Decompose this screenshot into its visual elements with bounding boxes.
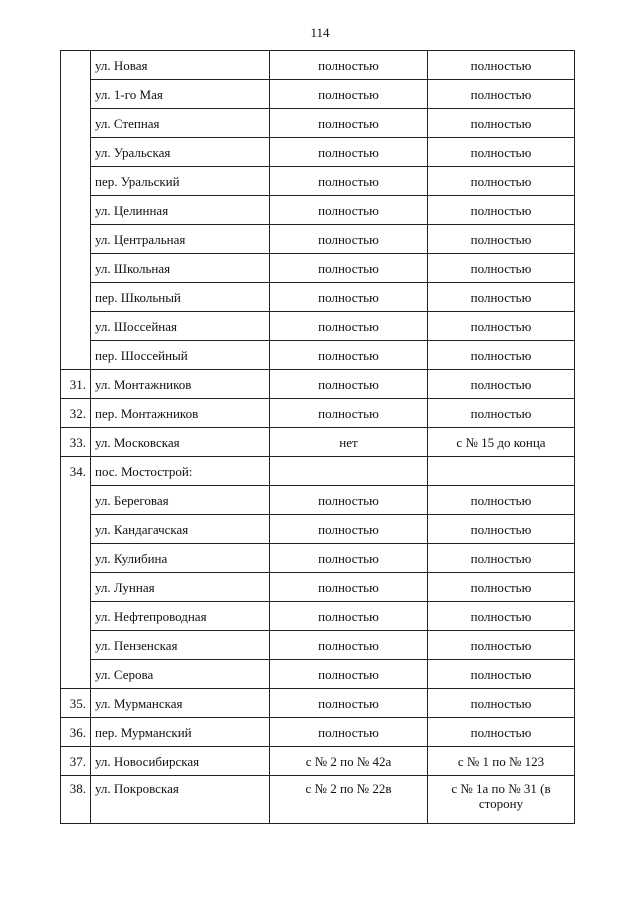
coverage-col-1: полностью [270,51,428,80]
coverage-col-1: полностью [270,109,428,138]
coverage-col-2: полностью [428,544,575,573]
table-row [61,486,575,515]
table-row [61,138,575,167]
row-number: 38. [61,776,91,824]
coverage-col-2: полностью [428,486,575,515]
row-number [61,167,91,196]
streets-table [60,50,575,824]
street-name: пер. Мурманский [91,718,270,747]
page-number: 114 [310,25,330,40]
coverage-col-2: полностью [428,51,575,80]
coverage-col-1: полностью [270,689,428,718]
table-row [61,399,575,428]
street-name: ул. Мурманская [91,689,270,718]
coverage-col-2: полностью [428,602,575,631]
row-number: 37. [61,747,91,776]
table-row [61,283,575,312]
table-row [61,573,575,602]
coverage-col-2: полностью [428,399,575,428]
table-row [61,225,575,254]
coverage-col-2 [428,457,575,486]
street-name: ул. Московская [91,428,270,457]
street-name: пос. Мостострой: [91,457,270,486]
street-name: ул. Степная [91,109,270,138]
row-number: 35. [61,689,91,718]
coverage-col-1: полностью [270,283,428,312]
table-row [61,370,575,399]
street-name: ул. Нефтепроводная [91,602,270,631]
coverage-col-2: с № 1 по № 123 [428,747,575,776]
coverage-col-1: полностью [270,370,428,399]
table-row [61,544,575,573]
coverage-col-2: с № 1а по № 31 (в сторону [428,776,575,824]
coverage-col-1: полностью [270,486,428,515]
coverage-col-2: полностью [428,718,575,747]
coverage-col-2: полностью [428,631,575,660]
coverage-col-2: полностью [428,138,575,167]
table-row [61,776,575,824]
table-row [61,689,575,718]
street-name: ул. Новосибирская [91,747,270,776]
coverage-col-1: полностью [270,312,428,341]
row-number [61,544,91,573]
street-name: пер. Уральский [91,167,270,196]
coverage-col-1: полностью [270,718,428,747]
street-name: ул. Покровская [91,776,270,824]
street-name: пер. Шоссейный [91,341,270,370]
table-row [61,312,575,341]
row-number [61,138,91,167]
coverage-col-2: полностью [428,573,575,602]
coverage-col-2: полностью [428,312,575,341]
coverage-col-1 [270,457,428,486]
row-number: 34. [61,457,91,486]
table-row [61,167,575,196]
street-name: ул. Кандагачская [91,515,270,544]
coverage-col-2: полностью [428,80,575,109]
row-number: 32. [61,399,91,428]
table-row [61,515,575,544]
coverage-col-1: с № 2 по № 22в [270,776,428,824]
coverage-col-1: нет [270,428,428,457]
row-number [61,283,91,312]
row-number [61,80,91,109]
coverage-col-1: полностью [270,138,428,167]
coverage-col-2: полностью [428,196,575,225]
table-row [61,428,575,457]
street-name: ул. Кулибина [91,544,270,573]
coverage-col-2: с № 15 до конца [428,428,575,457]
street-name: ул. Школьная [91,254,270,283]
coverage-col-1: полностью [270,196,428,225]
table-row [61,109,575,138]
coverage-col-2: полностью [428,167,575,196]
table-body [61,51,575,824]
table-row [61,602,575,631]
coverage-col-1: полностью [270,660,428,689]
coverage-col-2: полностью [428,370,575,399]
row-number [61,602,91,631]
street-name: ул. Серова [91,660,270,689]
street-name: ул. Уральская [91,138,270,167]
street-name: ул. Шоссейная [91,312,270,341]
table-row [61,51,575,80]
table-row [61,254,575,283]
coverage-col-1: полностью [270,544,428,573]
row-number [61,660,91,689]
row-number [61,225,91,254]
row-number [61,312,91,341]
street-name: ул. Пензенская [91,631,270,660]
table-row [61,747,575,776]
coverage-col-1: полностью [270,631,428,660]
coverage-col-2: полностью [428,341,575,370]
row-number [61,109,91,138]
coverage-col-1: полностью [270,167,428,196]
table-row [61,660,575,689]
table-row [61,457,575,486]
coverage-col-1: полностью [270,341,428,370]
coverage-col-2: полностью [428,225,575,254]
street-name: ул. Монтажников [91,370,270,399]
coverage-col-1: полностью [270,80,428,109]
row-number [61,51,91,80]
coverage-col-1: с № 2 по № 42а [270,747,428,776]
coverage-col-1: полностью [270,515,428,544]
row-number [61,573,91,602]
table-row [61,341,575,370]
row-number [61,631,91,660]
coverage-col-2: полностью [428,515,575,544]
street-name: ул. 1-го Мая [91,80,270,109]
street-name: ул. Целинная [91,196,270,225]
coverage-col-1: полностью [270,225,428,254]
coverage-col-2: полностью [428,660,575,689]
coverage-col-2: полностью [428,689,575,718]
table-row [61,80,575,109]
row-number [61,254,91,283]
table-row [61,718,575,747]
table-row [61,631,575,660]
coverage-col-1: полностью [270,399,428,428]
coverage-col-1: полностью [270,602,428,631]
table-row [61,196,575,225]
row-number: 31. [61,370,91,399]
coverage-col-1: полностью [270,254,428,283]
row-number [61,196,91,225]
street-name: пер. Школьный [91,283,270,312]
row-number [61,486,91,515]
street-name: пер. Монтажников [91,399,270,428]
row-number: 33. [61,428,91,457]
row-number: 36. [61,718,91,747]
coverage-col-1: полностью [270,573,428,602]
coverage-col-2: полностью [428,254,575,283]
street-name: ул. Береговая [91,486,270,515]
row-number [61,515,91,544]
street-name: ул. Новая [91,51,270,80]
row-number [61,341,91,370]
coverage-col-2: полностью [428,283,575,312]
coverage-col-2: полностью [428,109,575,138]
street-name: ул. Центральная [91,225,270,254]
street-name: ул. Лунная [91,573,270,602]
